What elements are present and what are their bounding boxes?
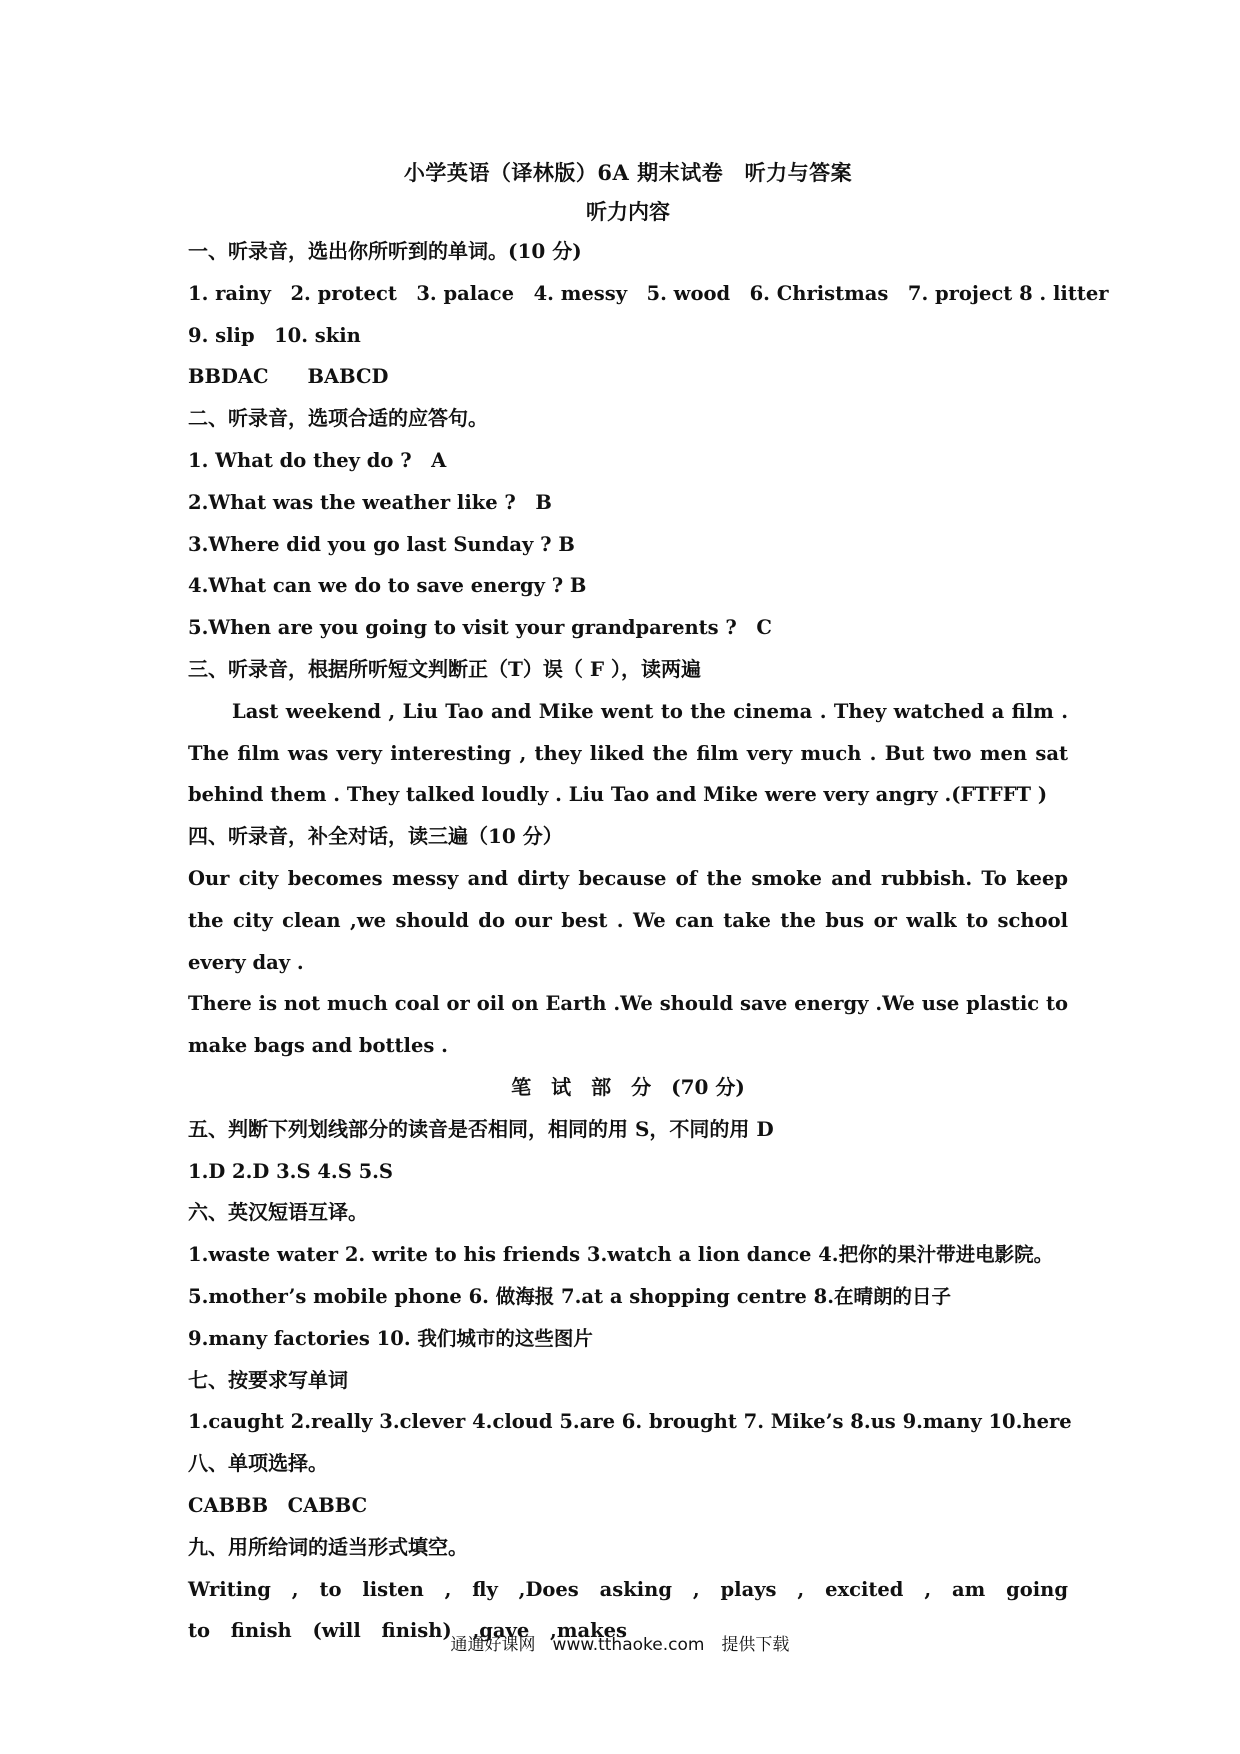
section-8-answer: CABBB CABBC	[188, 1493, 368, 1517]
section-2-item: 2.What was the weather like ? B	[188, 490, 552, 514]
section-7-heading: 七、按要求写单词	[188, 1367, 348, 1392]
section-1-answer: BBDAC BABCD	[188, 365, 389, 389]
section-2-item: 5.When are you going to visit your grandparents ? C	[188, 616, 772, 640]
section-4-heading: 四、听录音，补全对话，读三遍（10 分）	[188, 824, 563, 849]
section-1-heading: 一、听录音，选出你所听到的单词。(10 分)	[188, 239, 582, 263]
section-5-heading: 五、判断下列划线部分的读音是否相同，相同的用 S，不同的用 D	[188, 1116, 774, 1141]
section-6-line-3: 9.many factories 10. 我们城市的这些图片	[188, 1326, 593, 1350]
section-2-item: 3.Where did you go last Sunday ? B	[188, 532, 575, 556]
section-6-heading: 六、英汉短语互译。	[188, 1200, 368, 1225]
section-6-line-2: 5.mother’s mobile phone 6. 做海报 7.at a shopping centre 8.在晴朗的日子	[188, 1284, 951, 1308]
section-2-heading: 二、听录音，选项合适的应答句。	[188, 406, 488, 431]
section-3-paragraph: Last weekend , Liu Tao and Mike went to the cinema . They watched a film . The film was very interesting , they liked the film very much . But two men sat behind them . They talked loudly . Liu Tao and Mike were very angry .(FTFFT )	[188, 699, 1068, 807]
page-title: 小学英语（译林版）6A 期末试卷 听力与答案	[403, 160, 853, 185]
page-subtitle: 听力内容	[586, 199, 670, 224]
section-1-words-line-1: 1. rainy 2. protect 3. palace 4. messy 5. wood 6. Christmas 7. project 8 . litter	[188, 281, 1109, 305]
section-9-heading: 九、用所给词的适当形式填空。	[188, 1534, 468, 1559]
section-7-answer: 1.caught 2.really 3.clever 4.cloud 5.are 6. brought 7. Mike’s 8.us 9.many 10.here	[188, 1410, 1072, 1434]
section-5-answer: 1.D 2.D 3.S 4.S 5.S	[188, 1159, 394, 1183]
answer-sheet	[188, 158, 1109, 1652]
section-2-item: 1. What do they do ? A	[188, 448, 447, 472]
section-2-item: 4.What can we do to save energy ? B	[188, 574, 587, 598]
written-part-heading: 笔 试 部 分 (70 分)	[511, 1074, 745, 1099]
section-8-heading: 八、单项选择。	[188, 1451, 328, 1476]
section-9-answer: Writing , to listen , fly ,Does asking , plays , excited , am going to finish (will finish) ,gave ,makes	[188, 1577, 1068, 1643]
section-3-heading: 三、听录音，根据所听短文判断正（T）误（ F ），读两遍	[188, 656, 702, 681]
section-6-line-1: 1.waste water 2. write to his friends 3.watch a lion dance 4.把你的果汁带进电影院。	[188, 1243, 1054, 1267]
section-4-paragraph-1: Our city becomes messy and dirty because of the smoke and rubbish. To keep the city clean ,we should do our best . We can take the bus or walk to school every day .	[188, 866, 1068, 974]
footer-source: 通通好课网 www.tthaoke.com 提供下载	[450, 1635, 790, 1655]
section-1-words-line-2: 9. slip 10. skin	[188, 323, 361, 347]
section-4-paragraph-2: There is not much coal or oil on Earth .We should save energy .We use plastic to make bags and bottles .	[188, 992, 1068, 1058]
